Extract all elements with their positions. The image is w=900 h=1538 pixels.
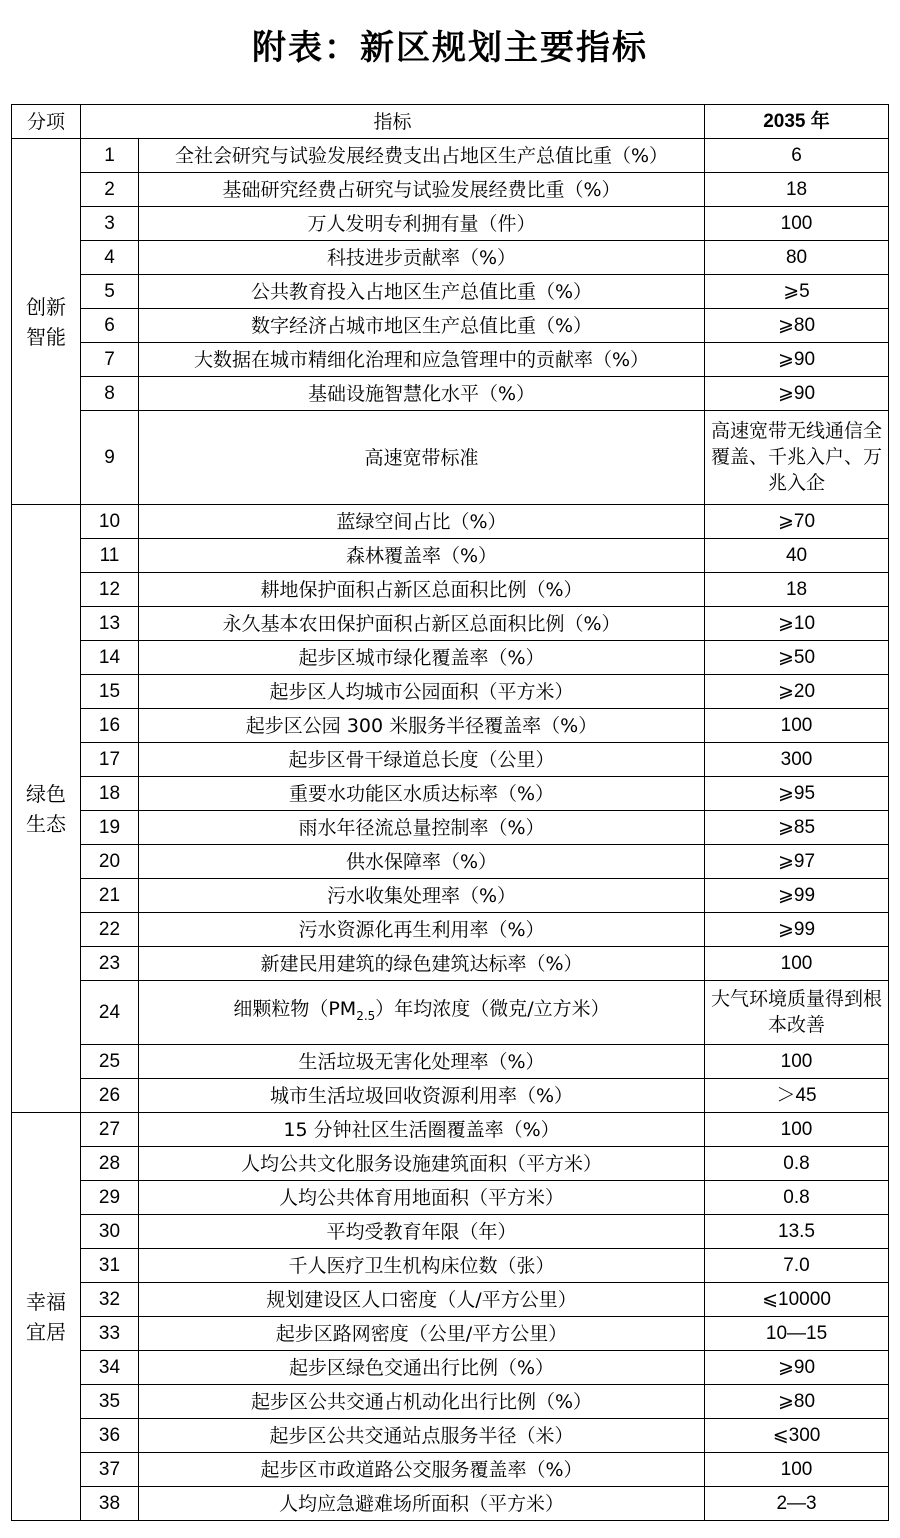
value-cell: 0.8 xyxy=(705,1181,889,1215)
indicator-cell: 污水资源化再生利用率（%） xyxy=(139,913,705,947)
header-year: 2035 年 xyxy=(705,105,889,139)
value-cell: ⩾80 xyxy=(705,309,889,343)
row-number: 6 xyxy=(81,309,139,343)
row-number: 31 xyxy=(81,1249,139,1283)
table-row xyxy=(12,377,889,411)
indicator-cell: 基础研究经费占研究与试验发展经费比重（%） xyxy=(139,173,705,207)
row-number: 16 xyxy=(81,709,139,743)
value-cell: 100 xyxy=(705,709,889,743)
table-row xyxy=(12,173,889,207)
indicator-cell: 蓝绿空间占比（%） xyxy=(139,505,705,539)
row-number: 37 xyxy=(81,1453,139,1487)
value-cell: ⩾80 xyxy=(705,1385,889,1419)
value-cell: ⩾5 xyxy=(705,275,889,309)
value-cell: 100 xyxy=(705,1453,889,1487)
table-row xyxy=(12,709,889,743)
table-row xyxy=(12,1147,889,1181)
value-cell: ⩾99 xyxy=(705,913,889,947)
row-number: 1 xyxy=(81,139,139,173)
value-cell: ⩾90 xyxy=(705,343,889,377)
table-row xyxy=(12,539,889,573)
value-cell: ⩾99 xyxy=(705,879,889,913)
value-cell: 300 xyxy=(705,743,889,777)
table-row xyxy=(12,1079,889,1113)
category-name-line2: 生态 xyxy=(26,811,66,836)
row-number: 29 xyxy=(81,1181,139,1215)
indicator-cell: 雨水年径流总量控制率（%） xyxy=(139,811,705,845)
table-row xyxy=(12,913,889,947)
indicator-cell: 人均公共体育用地面积（平方米） xyxy=(139,1181,705,1215)
indicator-cell: 高速宽带标准 xyxy=(139,411,705,505)
row-number: 15 xyxy=(81,675,139,709)
table-row xyxy=(12,1113,889,1147)
table-row xyxy=(12,505,889,539)
table-row xyxy=(12,879,889,913)
indicator-cell: 生活垃圾无害化处理率（%） xyxy=(139,1045,705,1079)
value-cell: 高速宽带无线通信全覆盖、千兆入户、万兆入企 xyxy=(705,411,889,505)
value-cell: ⩾95 xyxy=(705,777,889,811)
row-number: 23 xyxy=(81,947,139,981)
indicator-cell: 数字经济占城市地区生产总值比重（%） xyxy=(139,309,705,343)
value-cell: ＞45 xyxy=(705,1079,889,1113)
row-number: 10 xyxy=(81,505,139,539)
value-cell: 13.5 xyxy=(705,1215,889,1249)
value-cell: ⩾50 xyxy=(705,641,889,675)
value-cell: ⩾97 xyxy=(705,845,889,879)
indicator-cell: 全社会研究与试验发展经费支出占地区生产总值比重（%） xyxy=(139,139,705,173)
value-cell: ⩾10 xyxy=(705,607,889,641)
table-row xyxy=(12,1419,889,1453)
category-cell xyxy=(12,139,81,505)
indicator-cell: 起步区市政道路公交服务覆盖率（%） xyxy=(139,1453,705,1487)
indicator-cell: 万人发明专利拥有量（件） xyxy=(139,207,705,241)
value-cell: ⩾90 xyxy=(705,377,889,411)
header-category: 分项 xyxy=(12,105,81,139)
table-row xyxy=(12,947,889,981)
indicator-cell: 大数据在城市精细化治理和应急管理中的贡献率（%） xyxy=(139,343,705,377)
category-name-line1: 绿色 xyxy=(26,781,66,806)
indicator-cell: 起步区公园 300 米服务半径覆盖率（%） xyxy=(139,709,705,743)
table-row xyxy=(12,139,889,173)
indicator-cell: 千人医疗卫生机构床位数（张） xyxy=(139,1249,705,1283)
table-row xyxy=(12,1453,889,1487)
value-cell: ⩾20 xyxy=(705,675,889,709)
table-row xyxy=(12,241,889,275)
value-cell: ⩾85 xyxy=(705,811,889,845)
row-number: 2 xyxy=(81,173,139,207)
table-row xyxy=(12,1045,889,1079)
value-cell: 100 xyxy=(705,947,889,981)
indicator-cell: 新建民用建筑的绿色建筑达标率（%） xyxy=(139,947,705,981)
table-body xyxy=(12,105,889,1521)
indicator-text: 细颗粒物（PM xyxy=(233,998,357,1021)
value-cell: 18 xyxy=(705,573,889,607)
row-number: 21 xyxy=(81,879,139,913)
row-number: 38 xyxy=(81,1487,139,1521)
row-number: 22 xyxy=(81,913,139,947)
indicator-cell: 人均应急避难场所面积（平方米） xyxy=(139,1487,705,1521)
value-cell: 6 xyxy=(705,139,889,173)
value-cell: 100 xyxy=(705,1045,889,1079)
indicator-cell: 起步区绿色交通出行比例（%） xyxy=(139,1351,705,1385)
indicator-cell: 15 分钟社区生活圈覆盖率（%） xyxy=(139,1113,705,1147)
table-row xyxy=(12,1215,889,1249)
indicator-cell: 起步区城市绿化覆盖率（%） xyxy=(139,641,705,675)
indicator-cell: 起步区路网密度（公里/平方公里） xyxy=(139,1317,705,1351)
table-row xyxy=(12,1283,889,1317)
row-number: 32 xyxy=(81,1283,139,1317)
row-number: 3 xyxy=(81,207,139,241)
row-number: 9 xyxy=(81,411,139,505)
row-number: 24 xyxy=(81,981,139,1045)
indicator-cell: 人均公共文化服务设施建筑面积（平方米） xyxy=(139,1147,705,1181)
row-number: 26 xyxy=(81,1079,139,1113)
table-row xyxy=(12,981,889,1045)
table-row xyxy=(12,1181,889,1215)
row-number: 17 xyxy=(81,743,139,777)
value-cell: 100 xyxy=(705,207,889,241)
row-number: 28 xyxy=(81,1147,139,1181)
indicator-cell: 起步区人均城市公园面积（平方米） xyxy=(139,675,705,709)
table-row xyxy=(12,1317,889,1351)
table-row xyxy=(12,675,889,709)
value-cell: 18 xyxy=(705,173,889,207)
value-cell: 10—15 xyxy=(705,1317,889,1351)
value-cell: ⩽300 xyxy=(705,1419,889,1453)
table-row xyxy=(12,811,889,845)
indicator-cell: 基础设施智慧化水平（%） xyxy=(139,377,705,411)
row-number: 25 xyxy=(81,1045,139,1079)
row-number: 20 xyxy=(81,845,139,879)
row-number: 19 xyxy=(81,811,139,845)
table-row xyxy=(12,1249,889,1283)
indicator-cell: 规划建设区人口密度（人/平方公里） xyxy=(139,1283,705,1317)
value-cell: 40 xyxy=(705,539,889,573)
indicator-cell: 永久基本农田保护面积占新区总面积比例（%） xyxy=(139,607,705,641)
row-number: 27 xyxy=(81,1113,139,1147)
table-row xyxy=(12,573,889,607)
value-cell: ⩾70 xyxy=(705,505,889,539)
row-number: 18 xyxy=(81,777,139,811)
table-row xyxy=(12,275,889,309)
indicator-cell: 科技进步贡献率（%） xyxy=(139,241,705,275)
indicator-cell: 污水收集处理率（%） xyxy=(139,879,705,913)
table-row xyxy=(12,1487,889,1521)
table-row xyxy=(12,777,889,811)
table-row xyxy=(12,1351,889,1385)
indicator-cell: 城市生活垃圾回收资源利用率（%） xyxy=(139,1079,705,1113)
indicator-cell: 起步区骨干绿道总长度（公里） xyxy=(139,743,705,777)
indicator-cell: 耕地保护面积占新区总面积比例（%） xyxy=(139,573,705,607)
table-row xyxy=(12,411,889,505)
category-cell xyxy=(12,1113,81,1521)
table-header-row xyxy=(12,105,889,139)
row-number: 33 xyxy=(81,1317,139,1351)
indicator-cell: 起步区公共交通站点服务半径（米） xyxy=(139,1419,705,1453)
table-row xyxy=(12,309,889,343)
table-row xyxy=(12,641,889,675)
value-cell: 100 xyxy=(705,1113,889,1147)
row-number: 4 xyxy=(81,241,139,275)
table-row xyxy=(12,743,889,777)
table-row xyxy=(12,207,889,241)
value-cell: ⩾90 xyxy=(705,1351,889,1385)
row-number: 12 xyxy=(81,573,139,607)
table-row xyxy=(12,343,889,377)
row-number: 11 xyxy=(81,539,139,573)
row-number: 8 xyxy=(81,377,139,411)
value-cell: 2—3 xyxy=(705,1487,889,1521)
row-number: 14 xyxy=(81,641,139,675)
category-cell xyxy=(12,505,81,1113)
row-number: 35 xyxy=(81,1385,139,1419)
row-number: 7 xyxy=(81,343,139,377)
category-name-line2: 宜居 xyxy=(26,1319,66,1344)
row-number: 30 xyxy=(81,1215,139,1249)
indicator-cell: 起步区公共交通占机动化出行比例（%） xyxy=(139,1385,705,1419)
indicator-cell xyxy=(139,981,705,1045)
header-indicator: 指标 xyxy=(81,105,705,139)
indicator-cell: 森林覆盖率（%） xyxy=(139,539,705,573)
indicator-cell: 重要水功能区水质达标率（%） xyxy=(139,777,705,811)
category-name-line2: 智能 xyxy=(26,324,66,349)
table-row xyxy=(12,607,889,641)
row-number: 5 xyxy=(81,275,139,309)
value-cell: 80 xyxy=(705,241,889,275)
category-name-line1: 幸福 xyxy=(26,1289,66,1314)
indicator-cell: 供水保障率（%） xyxy=(139,845,705,879)
row-number: 13 xyxy=(81,607,139,641)
indicator-cell: 平均受教育年限（年） xyxy=(139,1215,705,1249)
indicator-table xyxy=(11,104,889,1521)
indicator-subscript: 2.5 xyxy=(356,1008,376,1023)
table-row xyxy=(12,1385,889,1419)
category-name-line1: 创新 xyxy=(26,294,66,319)
value-cell: 7.0 xyxy=(705,1249,889,1283)
indicator-text: ）年均浓度（微克/立方米） xyxy=(375,998,610,1021)
indicator-cell: 公共教育投入占地区生产总值比重（%） xyxy=(139,275,705,309)
value-cell: 大气环境质量得到根本改善 xyxy=(705,981,889,1045)
row-number: 36 xyxy=(81,1419,139,1453)
table-row xyxy=(12,845,889,879)
row-number: 34 xyxy=(81,1351,139,1385)
page-title: 附表：新区规划主要指标 xyxy=(252,28,648,68)
value-cell: 0.8 xyxy=(705,1147,889,1181)
value-cell: ⩽10000 xyxy=(705,1283,889,1317)
